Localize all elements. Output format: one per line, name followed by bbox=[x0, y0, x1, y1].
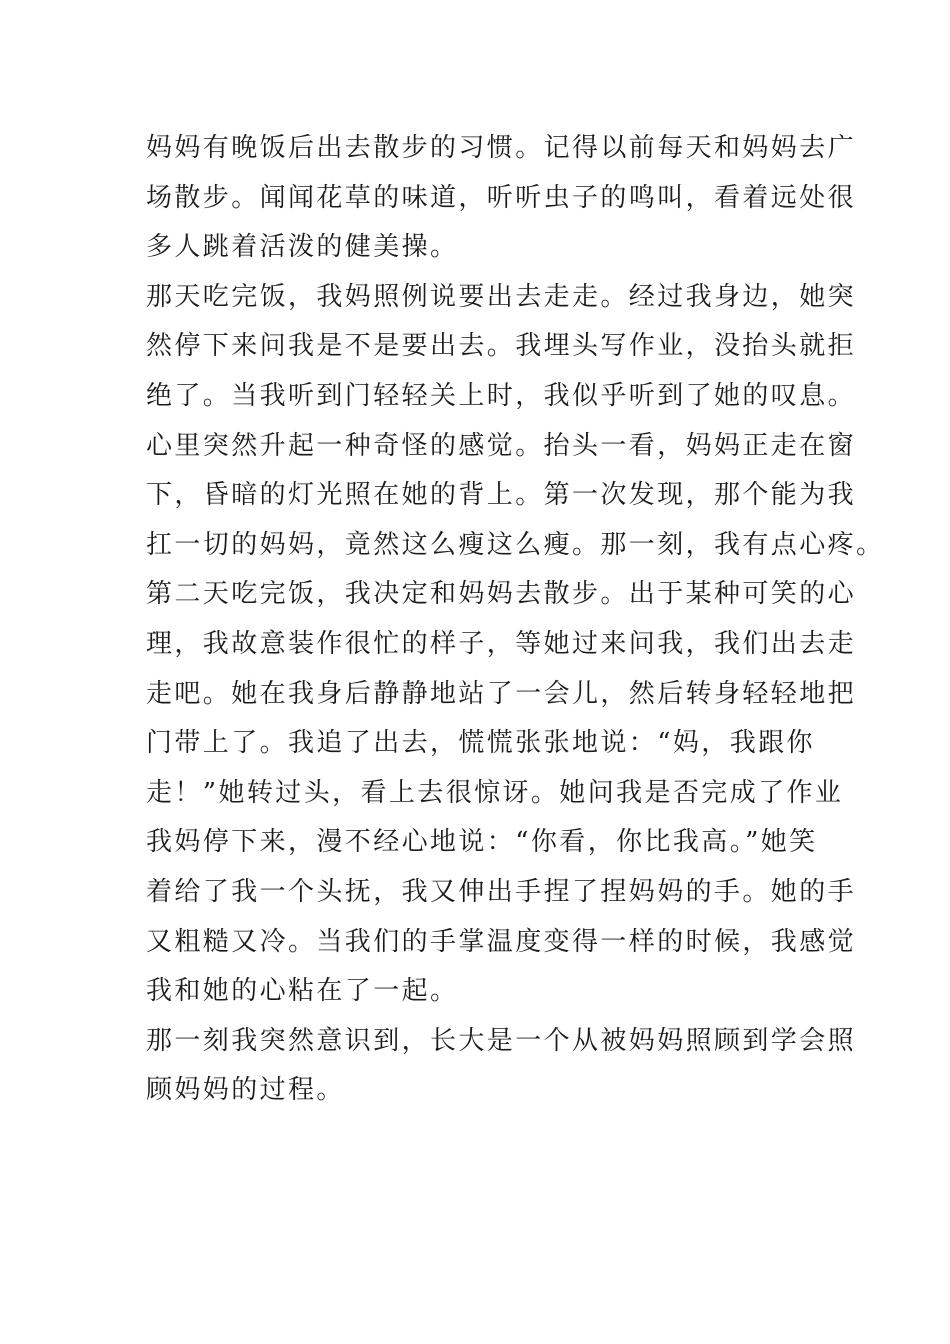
text-line: 我妈停下来，漫不经心地说：“你看，你比我高。”她笑 bbox=[146, 827, 818, 858]
text-line: 多人跳着活泼的健美操。 bbox=[146, 232, 459, 263]
text-line: 理，我故意装作很忙的样子，等她过来问我，我们出去走 bbox=[146, 628, 857, 659]
text-line: 走吧。她在我身后静静地站了一会儿，然后转身轻轻地把 bbox=[146, 678, 857, 709]
text-line: 又粗糙又冷。当我们的手掌温度变得一样的时候，我感觉 bbox=[146, 926, 857, 957]
text-line: 顾妈妈的过程。 bbox=[146, 1075, 345, 1106]
text-line: 那一刻我突然意识到，长大是一个从被妈妈照顾到学会照 bbox=[146, 1025, 857, 1056]
text-line: 然停下来问我是不是要出去。我埋头写作业，没抬头就拒 bbox=[146, 331, 857, 362]
text-line: 心里突然升起一种奇怪的感觉。抬头一看，妈妈正走在窗 bbox=[146, 430, 857, 461]
text-line: 我和她的心粘在了一起。 bbox=[146, 976, 459, 1007]
text-line: 绝了。当我听到门轻轻关上时，我似乎听到了她的叹息。 bbox=[146, 380, 857, 411]
text-line: 场散步。闻闻花草的味道，听听虫子的鸣叫，看着远处很 bbox=[146, 182, 857, 213]
text-line: 门带上了。我追了出去，慌慌张张地说：“妈，我跟你 bbox=[146, 728, 815, 759]
essay-body bbox=[146, 124, 885, 1116]
text-line: 着给了我一个头抚，我又伸出手捏了捏妈妈的手。她的手 bbox=[146, 876, 857, 907]
text-line: 下，昏暗的灯光照在她的背上。第一次发现，那个能为我 bbox=[146, 480, 857, 511]
text-line: 妈妈有晚饭后出去散步的习惯。记得以前每天和妈妈去广 bbox=[146, 133, 857, 163]
text-line: 那天吃完饭，我妈照例说要出去走走。经过我身边，她突 bbox=[146, 281, 857, 312]
text-line: 扛一切的妈妈，竟然这么瘦这么瘦。那一刻，我有点心疼。 bbox=[146, 529, 885, 560]
text-line: 走！”她转过头，看上去很惊讶。她问我是否完成了作业 bbox=[146, 777, 844, 808]
text-line: 第二天吃完饭，我决定和妈妈去散步。出于某种可笑的心 bbox=[146, 579, 857, 610]
